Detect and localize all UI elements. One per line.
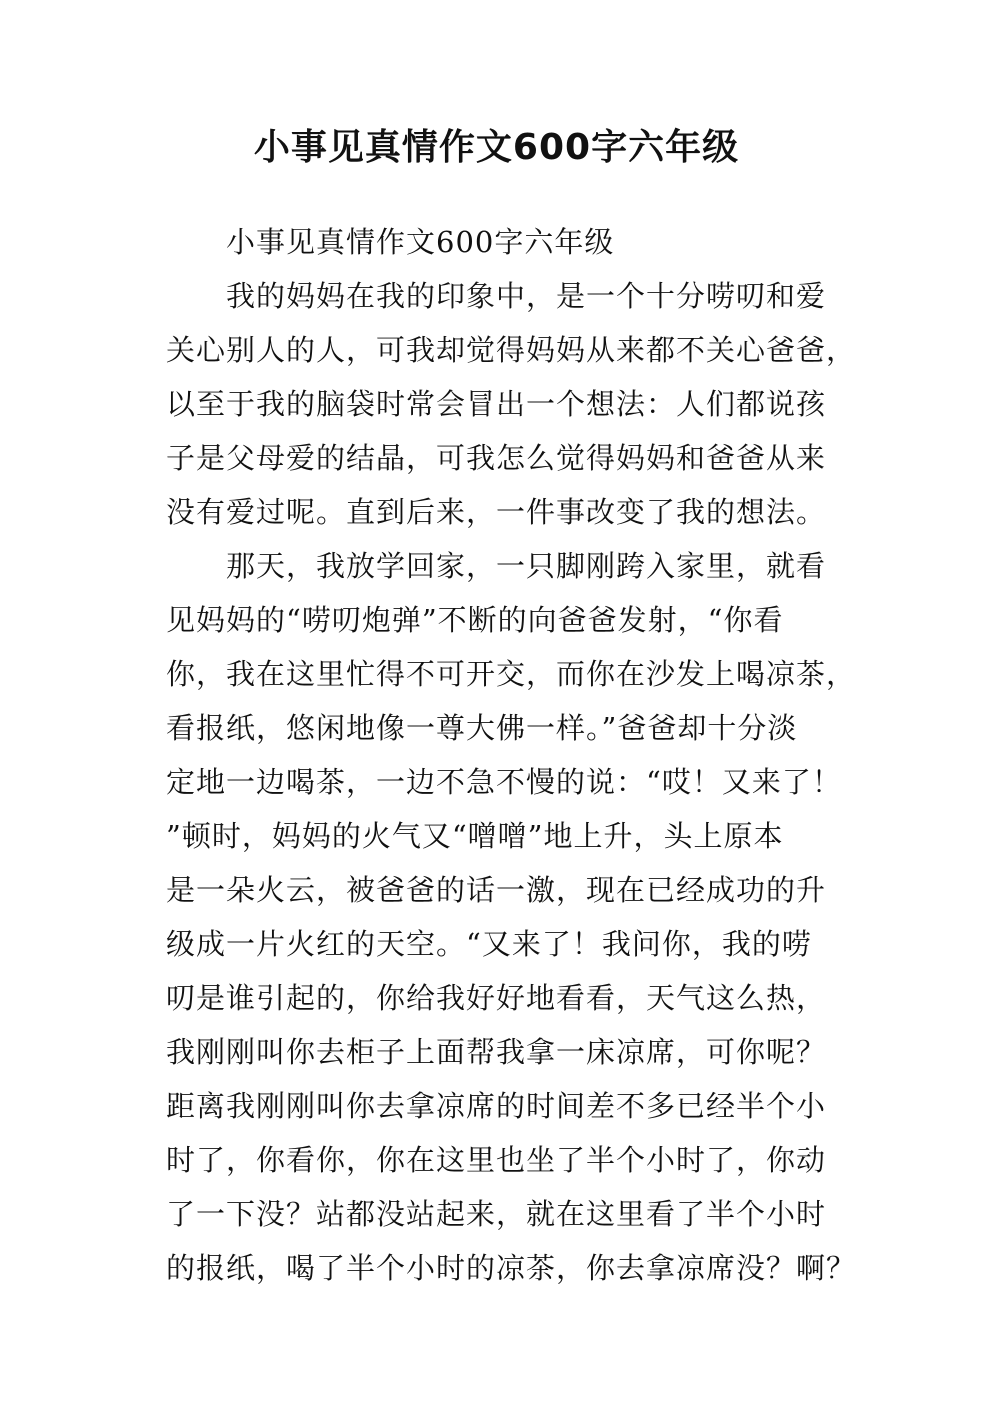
paragraph-2-line-12: 时了，你看你，你在这里也坐了半个小时了，你动: [166, 1143, 827, 1177]
paragraph-1-line-2: 关心别人的人，可我却觉得妈妈从来都不关心爸爸，: [166, 333, 857, 367]
paragraph-2-line-1: 那天，我放学回家，一只脚刚跨入家里，就看: [226, 549, 827, 583]
paragraph-2-line-11: 距离我刚刚叫你去拿凉席的时间差不多已经半个小: [166, 1089, 827, 1123]
paragraph-2-line-14: 的报纸，喝了半个小时的凉茶，你去拿凉席没？啊？: [166, 1251, 857, 1285]
paragraph-1-line-5: 没有爱过呢。直到后来，一件事改变了我的想法。: [166, 495, 827, 529]
paragraph-2-line-7: 是一朵火云，被爸爸的话一激，现在已经成功的升: [166, 873, 827, 907]
paragraph-2-line-6: ”顿时，妈妈的火气又“噌噌”地上升，头上原本: [166, 819, 784, 853]
paragraph-2-line-10: 我刚刚叫你去柜子上面帮我拿一床凉席，可你呢？: [166, 1035, 827, 1069]
paragraph-2-line-13: 了一下没？站都没站起来，就在这里看了半个小时: [166, 1197, 827, 1231]
paragraph-2-line-5: 定地一边喝茶，一边不急不慢的说：“哎！又来了！: [166, 765, 842, 799]
paragraph-2-line-3: 你，我在这里忙得不可开交，而你在沙发上喝凉茶，: [166, 657, 857, 691]
paragraph-2-line-2: 见妈妈的“唠叨炮弹”不断的向爸爸发射，“你看: [166, 603, 784, 637]
document-title: 小事见真情作文600字六年级: [253, 127, 740, 168]
essay-subtitle-line: 小事见真情作文600字六年级: [226, 225, 615, 259]
paragraph-2-line-8: 级成一片火红的天空。“又来了！我问你，我的唠: [166, 927, 812, 961]
paragraph-1-line-1: 我的妈妈在我的印象中，是一个十分唠叨和爱: [226, 279, 827, 313]
paragraph-2-line-9: 叨是谁引起的，你给我好好地看看，天气这么热，: [166, 981, 827, 1015]
paragraph-1-line-4: 子是父母爱的结晶，可我怎么觉得妈妈和爸爸从来: [166, 441, 827, 475]
essay-body: [166, 215, 857, 1295]
paragraph-1-line-3: 以至于我的脑袋时常会冒出一个想法：人们都说孩: [166, 387, 827, 421]
paragraph-2-line-4: 看报纸，悠闲地像一尊大佛一样。”爸爸却十分淡: [166, 711, 798, 745]
